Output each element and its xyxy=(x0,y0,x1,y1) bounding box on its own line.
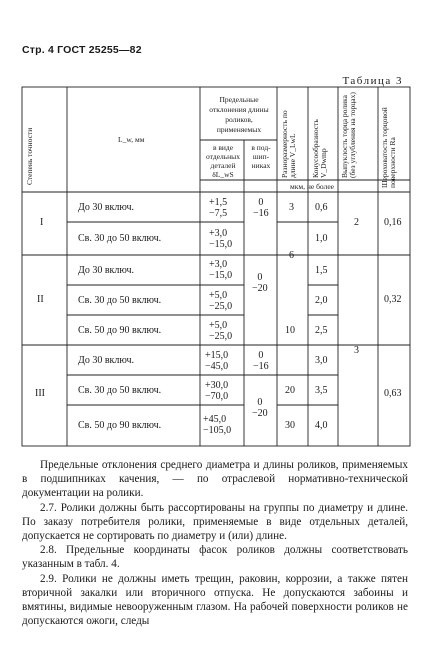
roughness-cell: 0,32 xyxy=(384,294,402,305)
col-separate-header: в виде отдельных деталей δL_wS xyxy=(206,143,240,179)
conicity-cell: 4,0 xyxy=(315,420,328,431)
paragraph: 2.8. Предельные координаты фасок роликов должны соответствовать указанным в табл. 4. xyxy=(22,544,408,571)
grade-i: I xyxy=(40,217,44,228)
size-var-cell: 3 xyxy=(289,202,294,213)
sep-dev-cell: +1,5 −7,5 xyxy=(209,197,228,219)
col-roughness-header: Шероховатость торцовой поверхности Ra xyxy=(380,107,397,188)
col-deviations-header: Предельные отклонения длины роликов, применяемых xyxy=(209,95,269,134)
length-cell: Св. 30 до 50 включ. xyxy=(78,233,162,244)
length-cell: Св. 30 до 50 включ. xyxy=(78,385,162,396)
col-grade-header: Степень точности xyxy=(25,127,34,185)
convexity-cell: 2 xyxy=(354,217,359,228)
length-cell: Св. 30 до 50 включ. xyxy=(78,295,162,306)
conicity-cell: 2,0 xyxy=(315,295,328,306)
roughness-cell: 0,63 xyxy=(384,388,402,399)
paragraph: 2.9. Ролики не должны иметь трещин, раковин, коррозии, а также пятен вторичной закалки или вторичного отпуска. Не допускаются забоины и вмятины, видимые невооруженным глазом. На рабочей поверхности роликов не допускаются ожоги, следы xyxy=(22,572,408,628)
brg-dev-cell: 0 −20 xyxy=(252,397,268,419)
col-convexity-header: Выпуклость торца ролика (без углубления на торцах) xyxy=(340,92,357,178)
brg-dev-cell: 0 −16 xyxy=(253,350,269,372)
paragraph: Предельные отклонения среднего диаметра и длины роликов, применяемых в подшипниках качения, — по отраслевой нормативно-технической документации на ролики. xyxy=(22,459,408,500)
col-length-header: L_w, мм xyxy=(118,135,145,144)
brg-dev-cell: 0 −20 xyxy=(252,272,268,294)
paragraph: 2.7. Ролики должны быть рассортированы на группы по диаметру и длине. По заказу потребителя ролики, применяемые в виде отдельных деталей, допускается не сортировать по диаметру и (или) длине. xyxy=(22,501,408,543)
length-cell: Св. 50 до 90 включ. xyxy=(78,420,162,431)
roughness-cell: 0,16 xyxy=(384,217,402,228)
conicity-cell: 1,5 xyxy=(315,265,328,276)
sep-dev-cell: +3,0 −15,0 xyxy=(209,228,233,250)
sep-dev-cell: +5,0 −25,0 xyxy=(209,320,233,342)
units-label: мкм, не более xyxy=(290,182,334,191)
page-header: Стр. 4 ГОСТ 25255—82 xyxy=(22,44,142,56)
conicity-cell: 0,6 xyxy=(315,202,328,213)
grade-ii: II xyxy=(37,294,44,305)
col-size-var-header: Разноразмерность по длине V_LwL xyxy=(280,110,297,178)
size-var-cell: 20 xyxy=(285,385,295,396)
length-cell: Св. 50 до 90 включ. xyxy=(78,325,162,336)
size-var-cell: 6 xyxy=(289,250,294,261)
sep-dev-cell: +45,0 −105,0 xyxy=(203,414,232,436)
length-cell: До 30 включ. xyxy=(78,355,135,366)
body-text xyxy=(22,458,408,628)
size-var-cell: 30 xyxy=(285,420,295,431)
col-bearings-header: в под-шип-никах xyxy=(251,143,271,170)
conicity-cell: 3,5 xyxy=(315,385,328,396)
conicity-cell: 2,5 xyxy=(315,325,328,336)
convexity-cell: 3 xyxy=(354,345,359,356)
sep-dev-cell: +5,0 −25,0 xyxy=(209,290,233,312)
length-cell: До 30 включ. xyxy=(78,265,135,276)
grade-iii: III xyxy=(35,388,45,399)
conicity-cell: 3,0 xyxy=(315,355,328,366)
brg-dev-cell: 0 −16 xyxy=(253,197,269,219)
sep-dev-cell: +30,0 −70,0 xyxy=(205,380,229,402)
col-conicity-header: Конусообразность V_Dwmp xyxy=(311,119,328,178)
sep-dev-cell: +15,0 −45,0 xyxy=(205,350,229,372)
table-title: Таблица 3 xyxy=(342,75,403,87)
sep-dev-cell: +3,0 −15,0 xyxy=(209,259,233,281)
size-var-cell: 10 xyxy=(285,325,295,336)
conicity-cell: 1,0 xyxy=(315,233,328,244)
length-cell: До 30 включ. xyxy=(78,202,135,213)
